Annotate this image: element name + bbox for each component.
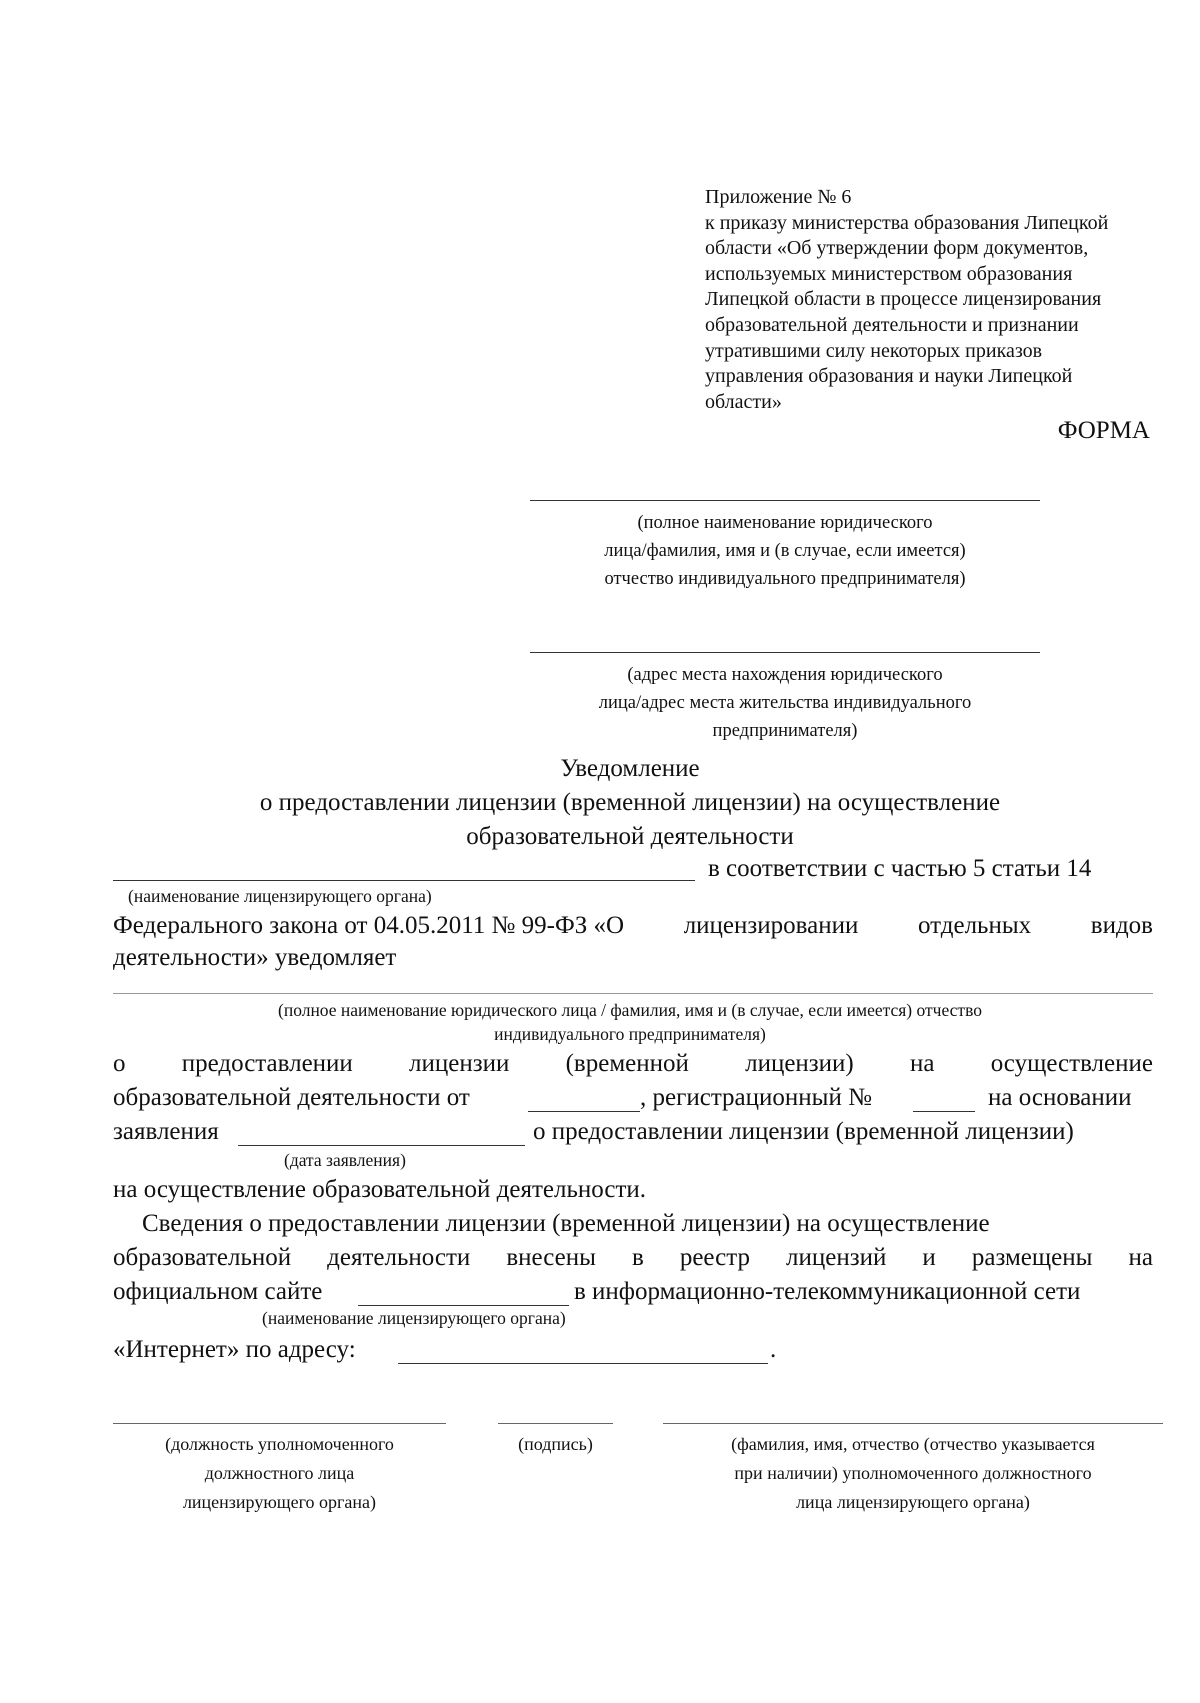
p2-line2-a: образовательной деятельности от <box>113 1084 470 1111</box>
word: реестр <box>679 1244 750 1271</box>
p3-line2 <box>113 1244 1153 1272</box>
caption-line: предпринимателя) <box>712 721 858 741</box>
recipient-name-caption <box>530 509 1040 593</box>
caption-line: при наличии) уполномоченного должностного <box>734 1463 1092 1483</box>
p2-line4: на осуществление образовательной деятельности. <box>113 1176 646 1203</box>
caption-line: лица лицензирующего органа) <box>796 1492 1030 1512</box>
site-blank <box>358 1305 569 1306</box>
caption-line: (полное наименование юридического <box>637 513 933 533</box>
p2-line1 <box>113 1050 1153 1078</box>
word: образовательной <box>113 1244 292 1271</box>
p3-line3-b: в информационно-телекоммуникационной сети <box>574 1278 1081 1305</box>
appendix-line: используемых министерством образования <box>705 262 1073 285</box>
date-blank <box>528 1111 640 1112</box>
document-subtitle: о предоставлении лицензии (временной лицензии) на осуществление <box>259 789 1001 816</box>
p2-line3-a: заявления <box>113 1118 219 1145</box>
recipient-address-caption <box>530 661 1040 745</box>
caption-line: (фамилия, имя, отчество (отчество указывается <box>731 1434 1095 1454</box>
word: о <box>113 1050 126 1077</box>
word: лицензировании <box>683 912 859 939</box>
full-name-caption <box>663 1430 1163 1517</box>
appendix-line: области «Об утверждении форм документов, <box>705 237 1089 260</box>
word: внесены <box>506 1244 596 1271</box>
caption-line: лица/фамилия, имя и (в случае, если имеется) <box>604 541 966 561</box>
word: лицензии <box>409 1050 510 1077</box>
p2-line2-c: на основании <box>988 1084 1132 1111</box>
entity-caption-2: индивидуального предпринимателя) <box>494 1024 766 1044</box>
caption-line: лицензирующего органа) <box>182 1492 377 1512</box>
appendix-line: Приложение № 6 <box>705 186 852 208</box>
signature-caption: (подпись) <box>518 1434 593 1454</box>
p1-tail: в соответствии с частью 5 статьи 14 <box>708 855 1092 882</box>
entity-name-line <box>113 993 1153 994</box>
word: деятельности <box>327 1244 471 1271</box>
caption-line: (адрес места нахождения юридического <box>627 665 943 685</box>
application-date-caption: (дата заявления) <box>284 1150 406 1170</box>
p1-line3: деятельности» уведомляет <box>113 944 397 971</box>
appendix-line: утратившими силу некоторых приказов <box>705 339 1043 362</box>
p3-line1: Сведения о предоставлении лицензии (временной лицензии) на осуществление <box>142 1210 990 1237</box>
appendix-line: Липецкой области в процессе лицензирования <box>705 288 1102 311</box>
word: и <box>922 1244 936 1271</box>
full-name-line <box>663 1423 1163 1424</box>
word: предоставлении <box>181 1050 353 1077</box>
appendix-header <box>705 185 1175 415</box>
position-caption <box>113 1430 446 1517</box>
word: отдельных <box>918 912 1032 939</box>
caption-line: лица/адрес места жительства индивидуального <box>598 693 972 713</box>
document-subtitle-2: образовательной деятельности <box>466 823 794 850</box>
position-line <box>113 1423 446 1424</box>
licensing-body-caption: (наименование лицензирующего органа) <box>128 886 432 906</box>
application-date-blank <box>238 1145 525 1146</box>
appendix-line: образовательной деятельности и признании <box>705 313 1079 336</box>
recipient-name-line <box>530 500 1040 501</box>
word: лицензий <box>786 1244 887 1271</box>
word: (временной <box>565 1050 689 1077</box>
appendix-line: управления образования и науки Липецкой <box>705 365 1073 388</box>
caption-line: (должность уполномоченного <box>165 1434 394 1454</box>
p3-line3-a: официальном сайте <box>113 1278 323 1305</box>
word: осуществление <box>990 1050 1153 1077</box>
p1-line2 <box>113 912 1153 940</box>
appendix-line: области» <box>705 390 782 413</box>
word: в <box>631 1244 644 1271</box>
word: размещены <box>971 1244 1093 1271</box>
word: на <box>1128 1244 1153 1271</box>
document-title: Уведомление <box>560 755 700 782</box>
signature-line <box>498 1423 613 1424</box>
p2-line3-b: о предоставлении лицензии (временной лицензии) <box>533 1118 1074 1145</box>
caption-line: отчество индивидуального предпринимателя) <box>604 569 966 589</box>
p2-line2-b: , регистрационный № <box>640 1084 872 1111</box>
caption-line: должностного лица <box>204 1463 355 1483</box>
word: видов <box>1090 912 1153 939</box>
recipient-address-line <box>530 652 1040 653</box>
licensing-body-line <box>113 880 695 881</box>
appendix-line: к приказу министерства образования Липецкой <box>705 211 1109 234</box>
word: лицензии) <box>745 1050 854 1077</box>
entity-caption-1: (полное наименование юридического лица / фамилия, имя и (в случае, если имеется) отчество <box>278 1000 982 1020</box>
reg-number-blank <box>913 1111 975 1112</box>
word: Федерального закона от 04.05.2011 № 99-ФЗ «О <box>113 912 625 939</box>
word: на <box>909 1050 935 1077</box>
address-blank <box>398 1363 768 1364</box>
p3-line4: «Интернет» по адресу: <box>113 1336 356 1363</box>
p3-end: . <box>770 1336 777 1363</box>
form-label: ФОРМА <box>1057 417 1150 444</box>
site-caption: (наименование лицензирующего органа) <box>262 1308 566 1328</box>
